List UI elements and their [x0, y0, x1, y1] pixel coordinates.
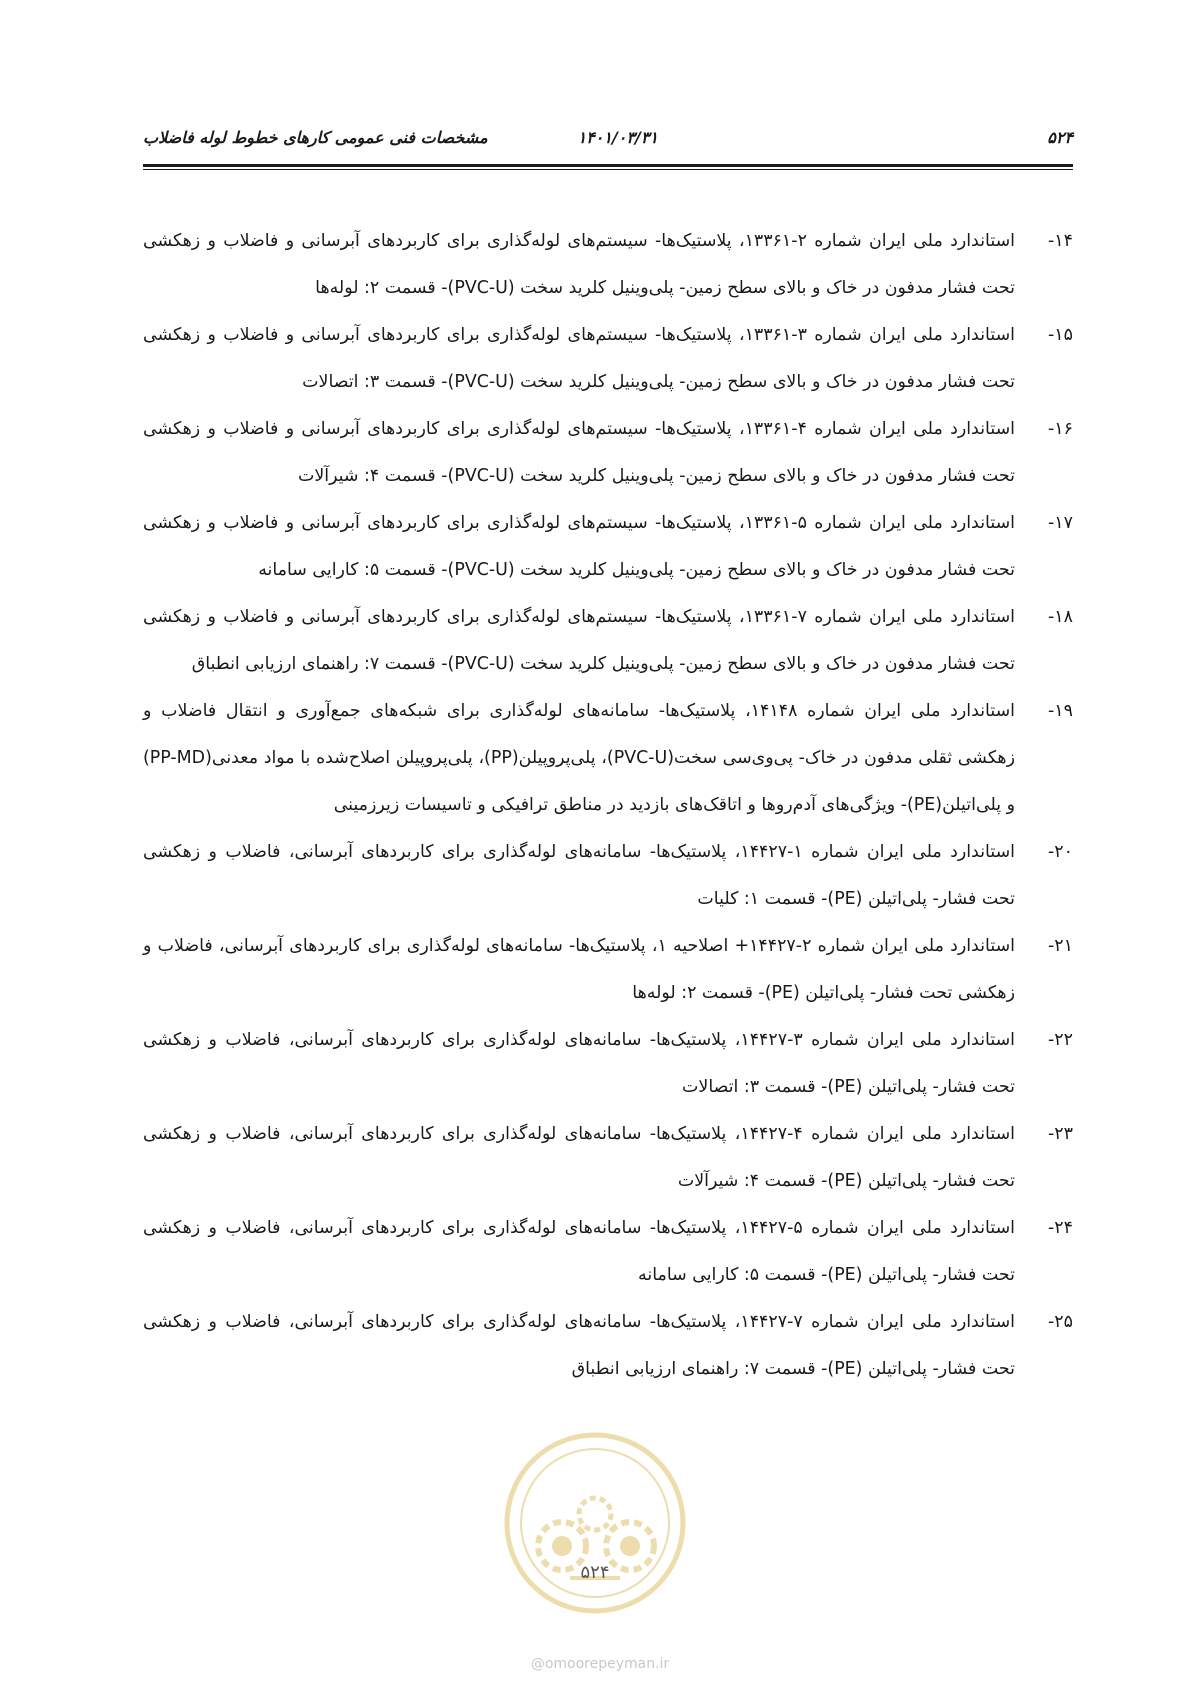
references-list — [143, 218, 1073, 1393]
reference-item — [143, 688, 1073, 829]
reference-text: استاندارد ملی ایران شماره ۴-۱۳۳۶۱، پلاستیک‌ها- سیستم‌های لوله‌گذاری برای کاربردهای آبرسانی و فاضلاب و زهکشی تحت فشار مدفون در خاک و بالای سطح زمین- پلی‌وینیل کلرید سخت (PVC-U)- قسمت ۴: شیرآلات — [143, 419, 1015, 486]
header-divider-thin — [143, 169, 1073, 170]
reference-number: -۲۴ — [1048, 1218, 1073, 1238]
reference-item — [143, 594, 1073, 688]
watermark-seal — [500, 1428, 690, 1618]
reference-text: استاندارد ملی ایران شماره ۱-۱۴۴۲۷، پلاستیک‌ها- سامانه‌های لوله‌گذاری برای کاربردهای آبرسانی، فاضلاب و زهکشی تحت فشار- پلی‌اتیلن (PE)- قسمت ۱: کلیات — [143, 842, 1015, 909]
header-title: مشخصات فنی عمومی کارهای خطوط لوله فاضلاب — [143, 128, 488, 147]
reference-number: -۱۸ — [1048, 607, 1073, 627]
reference-number: -۲۳ — [1048, 1124, 1073, 1144]
reference-text: استاندارد ملی ایران شماره ۳-۱۳۳۶۱، پلاستیک‌ها- سیستم‌های لوله‌گذاری برای کاربردهای آبرسانی و فاضلاب و زهکشی تحت فشار مدفون در خاک و بالای سطح زمین- پلی‌وینیل کلرید سخت (PVC-U)- قسمت ۳: اتصالات — [143, 325, 1015, 392]
reference-number: -۱۹ — [1048, 701, 1073, 721]
reference-item — [143, 218, 1073, 312]
reference-number: -۱۷ — [1048, 513, 1073, 533]
reference-item — [143, 829, 1073, 923]
reference-text: استاندارد ملی ایران شماره ۲-۱۴۴۲۷+ اصلاحیه ۱، پلاستیک‌ها- سامانه‌های لوله‌گذاری برای کاربردهای آبرسانی، فاضلاب و زهکشی تحت فشار- پلی‌اتیلن (PE)- قسمت ۲: لوله‌ها — [143, 936, 1015, 1003]
reference-item — [143, 312, 1073, 406]
reference-item — [143, 1017, 1073, 1111]
reference-item — [143, 500, 1073, 594]
gear-seal-logo-icon — [500, 1428, 690, 1618]
reference-item — [143, 1299, 1073, 1393]
reference-item — [143, 406, 1073, 500]
reference-number: -۱۴ — [1048, 231, 1073, 251]
footer-page-number: ۵۲۴ — [580, 1562, 610, 1583]
reference-number: -۱۶ — [1048, 419, 1073, 439]
header-divider — [143, 164, 1073, 167]
reference-number: -۱۵ — [1048, 325, 1073, 345]
reference-text: استاندارد ملی ایران شماره ۵-۱۳۳۶۱، پلاستیک‌ها- سیستم‌های لوله‌گذاری برای کاربردهای آبرسانی و فاضلاب و زهکشی تحت فشار مدفون در خاک و بالای سطح زمین- پلی‌وینیل کلرید سخت (PVC-U)- قسمت ۵: کارایی سامانه — [143, 513, 1015, 580]
header-date: ۱۴۰۱/۰۳/۳۱ — [577, 128, 658, 147]
reference-text: استاندارد ملی ایران شماره ۲-۱۳۳۶۱، پلاستیک‌ها- سیستم‌های لوله‌گذاری برای کاربردهای آبرسانی و فاضلاب و زهکشی تحت فشار مدفون در خاک و بالای سطح زمین- پلی‌وینیل کلرید سخت (PVC-U)- قسمت ۲: لوله‌ها — [143, 231, 1015, 298]
reference-number: -۲۰ — [1048, 842, 1073, 862]
footer-url: @omoorepeyman.ir — [530, 1656, 670, 1672]
reference-text: استاندارد ملی ایران شماره ۷-۱۴۴۲۷، پلاستیک‌ها- سامانه‌های لوله‌گذاری برای کاربردهای آبرسانی، فاضلاب و زهکشی تحت فشار- پلی‌اتیلن (PE)- قسمت ۷: راهنمای ارزیابی انطباق — [143, 1312, 1015, 1379]
reference-number: -۲۲ — [1048, 1030, 1073, 1050]
reference-text: استاندارد ملی ایران شماره ۵-۱۴۴۲۷، پلاستیک‌ها- سامانه‌های لوله‌گذاری برای کاربردهای آبرسانی، فاضلاب و زهکشی تحت فشار- پلی‌اتیلن (PE)- قسمت ۵: کارایی سامانه — [143, 1218, 1015, 1285]
reference-item — [143, 1111, 1073, 1205]
reference-number: -۲۵ — [1048, 1312, 1073, 1332]
reference-item — [143, 923, 1073, 1017]
reference-text: استاندارد ملی ایران شماره ۴-۱۴۴۲۷، پلاستیک‌ها- سامانه‌های لوله‌گذاری برای کاربردهای آبرسانی، فاضلاب و زهکشی تحت فشار- پلی‌اتیلن (PE)- قسمت ۴: شیرآلات — [143, 1124, 1015, 1191]
reference-text: استاندارد ملی ایران شماره ۷-۱۳۳۶۱، پلاستیک‌ها- سیستم‌های لوله‌گذاری برای کاربردهای آبرسانی و فاضلاب و زهکشی تحت فشار مدفون در خاک و بالای سطح زمین- پلی‌وینیل کلرید سخت (PVC-U)- قسمت ۷: راهنمای ارزیابی انطباق — [143, 607, 1015, 674]
reference-number: -۲۱ — [1048, 936, 1073, 956]
reference-text: استاندارد ملی ایران شماره ۱۴۱۴۸، پلاستیک‌ها- سامانه‌های لوله‌گذاری برای شبکه‌های جمع‌آوری و انتقال فاضلاب و زهکشی ثقلی مدفون در خاک- پی‌وی‌سی سخت(PVC-U)، پلی‌پروپیلن(PP)، پلی‌پروپیلن اصلاح‌شده با مواد معدنی(PP-MD) و پلی‌اتیلن(PE)- ویژگی‌های آدم‌روها و اتاقک‌های بازدید در مناطق ترافیکی و تاسیسات زیرزمینی — [143, 701, 1015, 815]
header-page-number: ۵۲۴ — [1047, 128, 1073, 147]
page-header — [143, 128, 1073, 154]
reference-item — [143, 1205, 1073, 1299]
reference-text: استاندارد ملی ایران شماره ۳-۱۴۴۲۷، پلاستیک‌ها- سامانه‌های لوله‌گذاری برای کاربردهای آبرسانی، فاضلاب و زهکشی تحت فشار- پلی‌اتیلن (PE)- قسمت ۳: اتصالات — [143, 1030, 1015, 1097]
